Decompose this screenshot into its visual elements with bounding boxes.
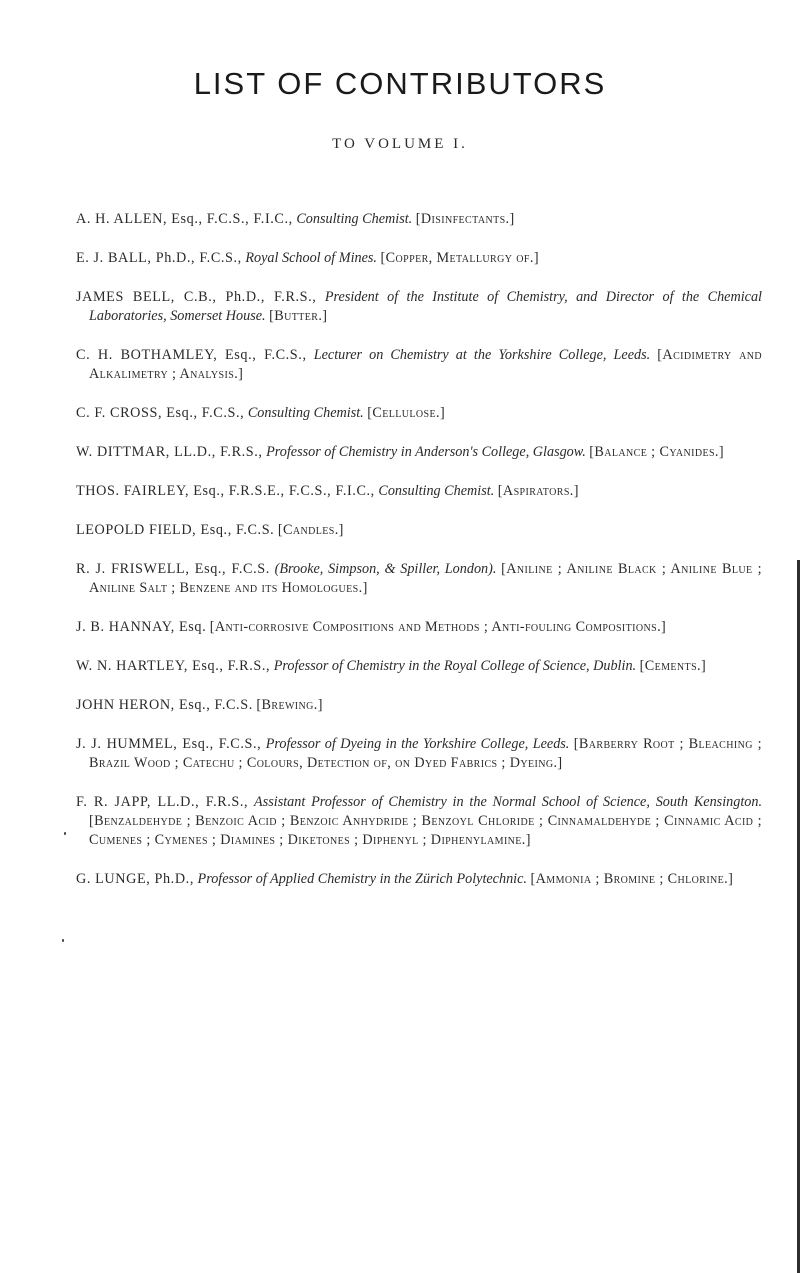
contributor-entry-bothamley [76, 346, 762, 384]
contributor-subjects: [Candles.] [277, 522, 344, 538]
contributor-subjects: [Brewing.] [256, 697, 323, 713]
contributor-entry-lunge [76, 870, 762, 889]
contributor-subjects: [Anti-corrosive Compositions and Methods ; Anti-fouling Compositions.] [209, 619, 667, 635]
contributor-name: THOS. FAIRLEY, Esq., F.R.S.E., F.C.S., F.I.C., [76, 483, 375, 499]
contributor-name: C. F. CROSS, Esq., F.C.S., [76, 405, 245, 421]
contributor-subjects: [Disinfectants.] [415, 211, 515, 227]
contributor-name: JAMES BELL, C.B., Ph.D., F.R.S., [76, 289, 317, 305]
contributor-name: R. J. FRISWELL, Esq., F.C.S. [76, 561, 270, 577]
contributor-subjects: [Aspirators.] [497, 483, 579, 499]
contributor-entry-hummel [76, 735, 762, 773]
contributor-position: Consulting Chemist. [378, 483, 495, 499]
contributor-entry-ball [76, 249, 762, 268]
contributor-name: J. J. HUMMEL, Esq., F.C.S., [76, 736, 262, 752]
contributor-name: A. H. ALLEN, Esq., F.C.S., F.I.C., [76, 211, 293, 227]
contributor-position: Consulting Chemist. [296, 211, 413, 227]
contributor-position: President of the Institute of Chemistry, and Director of the Chemical Laboratories, Somerset House. [89, 289, 763, 324]
contributor-position: Consulting Chemist. [247, 405, 364, 421]
contributor-entry-field [76, 521, 762, 540]
page-subtitle: TO VOLUME I. [332, 136, 468, 152]
contributor-entry-friswell [76, 560, 762, 598]
contributor-list [76, 210, 762, 909]
contributor-subjects: [Ammonia ; Bromine ; Chlorine.] [530, 871, 734, 887]
contributor-entry-hartley [76, 657, 762, 676]
contributor-entry-cross [76, 404, 762, 423]
contributor-subjects: [Acidimetry and Alkalimetry ; Analysis.] [89, 347, 763, 382]
contributor-subjects: [Cements.] [639, 658, 707, 674]
contributor-subjects: [Benzaldehyde ; Benzoic Acid ; Benzoic Anhydride ; Benzoyl Chloride ; Cinnamaldehyde ; Cinnamic Acid ; Cumenes ; Cymenes ; Diamines ; Diketones ; Diphenyl ; Diphenylamine.] [89, 813, 762, 848]
contributor-subjects: [Copper, Metallurgy of.] [380, 250, 539, 266]
contributor-entry-allen [76, 210, 762, 229]
contributor-position: Royal School of Mines. [245, 250, 377, 266]
contributor-name: F. R. JAPP, LL.D., F.R.S., [76, 794, 249, 810]
contributor-name: W. DITTMAR, LL.D., F.R.S., [76, 444, 263, 460]
contributor-entry-hannay [76, 618, 762, 637]
ink-speck [64, 832, 66, 835]
contributor-subjects: [Balance ; Cyanides.] [589, 444, 724, 460]
contributor-position: Professor of Chemistry in the Royal College of Science, Dublin. [273, 658, 637, 674]
contributor-position: Assistant Professor of Chemistry in the Normal School of Science, South Kensington. [254, 794, 763, 810]
contributor-name: C. H. BOTHAMLEY, Esq., F.C.S., [76, 347, 307, 363]
contributor-position: Professor of Applied Chemistry in the Zürich Polytechnic. [197, 871, 527, 887]
contributor-entry-japp [76, 793, 762, 850]
contributor-name: J. B. HANNAY, Esq. [76, 619, 207, 635]
ink-speck [62, 939, 64, 942]
contributor-name: G. LUNGE, Ph.D., [76, 871, 194, 887]
page-title: LIST OF CONTRIBUTORS [193, 66, 607, 101]
contributor-subjects: [Aniline ; Aniline Black ; Aniline Blue ; Aniline Salt ; Benzene and its Homologues.] [89, 561, 763, 596]
contributor-subjects: [Barberry Root ; Bleaching ; Brazil Wood ; Catechu ; Colours, Detection of, on Dyed Fabrics ; Dyeing.] [89, 736, 762, 771]
contributor-entry-heron [76, 696, 762, 715]
contributor-name: LEOPOLD FIELD, Esq., F.C.S. [76, 522, 275, 538]
contributor-subjects: [Cellulose.] [367, 405, 446, 421]
contributor-position: Lecturer on Chemistry at the Yorkshire College, Leeds. [313, 347, 651, 363]
contributor-subjects: [Butter.] [269, 308, 328, 324]
contributor-position: (Brooke, Simpson, & Spiller, London). [274, 561, 497, 577]
contributor-name: W. N. HARTLEY, Esq., F.R.S., [76, 658, 271, 674]
contributor-entry-fairley [76, 482, 762, 501]
contributor-name: E. J. BALL, Ph.D., F.C.S., [76, 250, 242, 266]
contributor-position: Professor of Chemistry in Anderson's College, Glasgow. [266, 444, 586, 460]
contributor-entry-dittmar [76, 443, 762, 462]
contributor-name: JOHN HERON, Esq., F.C.S. [76, 697, 253, 713]
contributor-entry-bell [76, 288, 762, 326]
contributor-position: Professor of Dyeing in the Yorkshire College, Leeds. [265, 736, 570, 752]
